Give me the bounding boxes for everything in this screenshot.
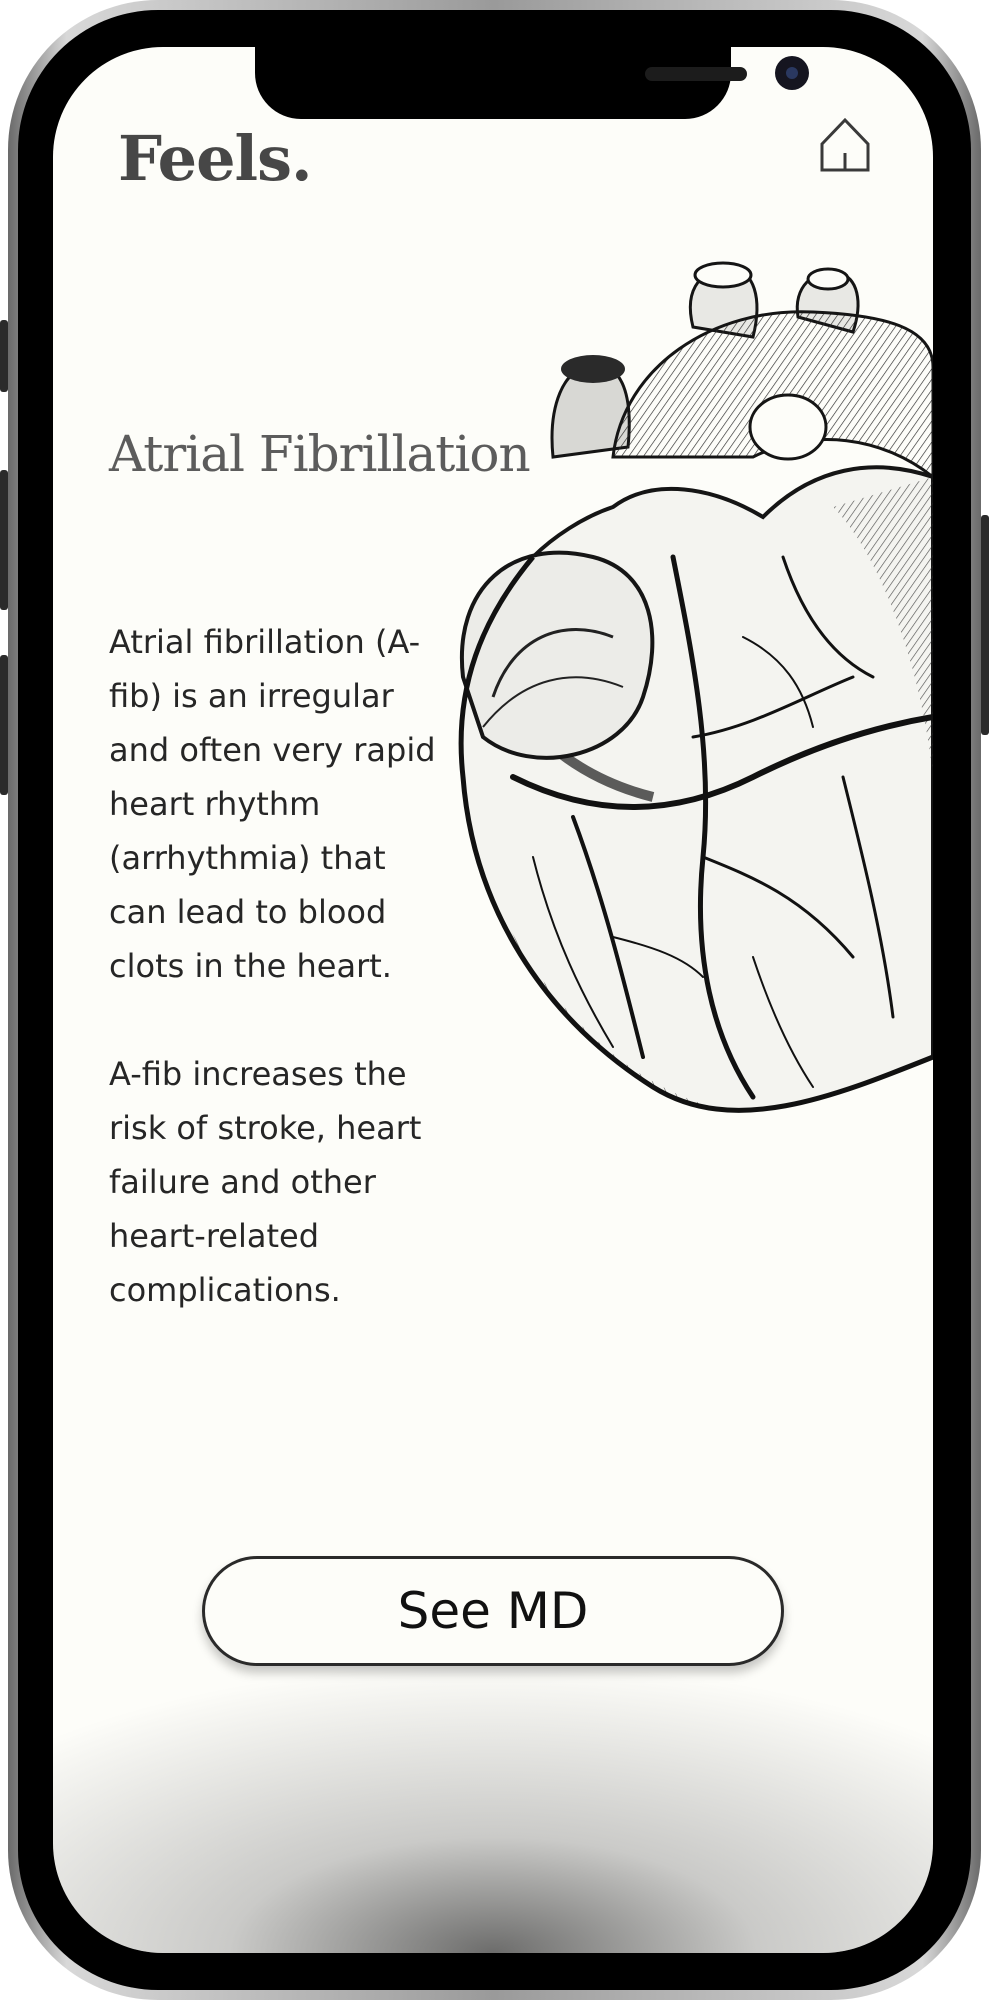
article-title: Atrial Fibrillation [109,425,530,483]
home-icon [819,117,871,173]
bottom-shadow-gradient [53,1663,933,1953]
phone-volume-down-button [0,655,8,795]
anatomical-heart-icon [453,257,933,1257]
article-paragraph: A-fib increases the risk of stroke, heart failure and other heart-related complications. [109,1055,422,1309]
see-md-button[interactable]: See MD [202,1556,784,1666]
phone-silent-switch [0,320,8,392]
phone-notch [255,47,731,119]
article-body [109,615,449,1371]
earpiece-speaker [645,67,747,81]
phone-power-button [981,515,989,735]
home-button[interactable] [819,117,871,173]
article-paragraph: Atrial fibrillation (A-fib) is an irregular and often very rapid heart rhythm (arrhythmia) that can lead to blood clots in the heart. [109,623,436,985]
app-screen [53,47,933,1953]
app-logo: Feels. [118,122,312,195]
front-camera-icon [775,56,809,90]
phone-volume-up-button [0,470,8,610]
